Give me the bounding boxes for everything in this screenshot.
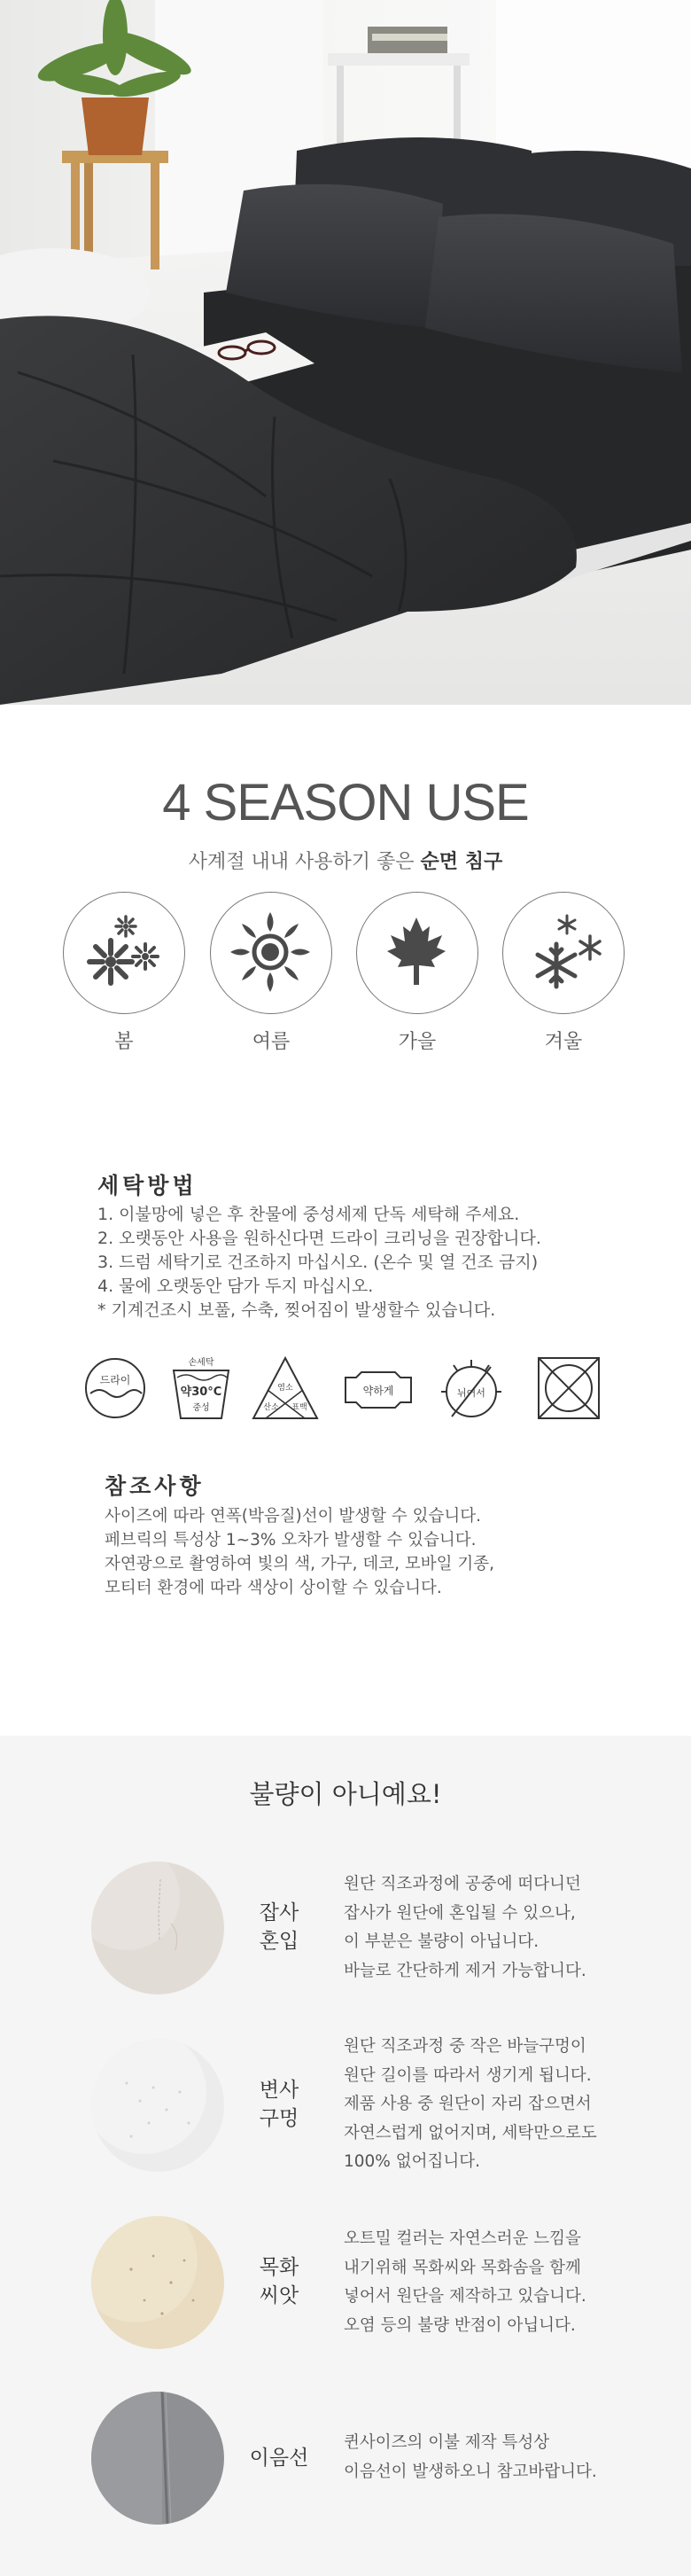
defect-desc-line: 이 부분은 불량이 아닙니다.	[344, 1932, 540, 1951]
season-title: 4 SEASON USE	[162, 774, 529, 831]
washing-line: 3. 드럼 세탁기로 건조하지 마십시오. (온수 및 열 건조 금지)	[97, 1253, 539, 1272]
dry-clean-icon	[82, 1354, 149, 1422]
defect-name-line: 혼입	[259, 1930, 299, 1953]
defect-desc-line: 바늘로 간단하게 제거 가능합니다.	[344, 1961, 586, 1980]
notes-line: 페브릭의 특성상 1~3% 오차가 발생할 수 있습니다.	[105, 1531, 477, 1550]
hero-photo	[0, 0, 691, 705]
defect-name-line: 목화	[259, 2256, 299, 2279]
bleach-chlorine: 염소	[277, 1384, 293, 1393]
hand-wash-icon	[170, 1354, 232, 1422]
seam-line-swatch	[91, 2392, 224, 2525]
no-tumble-dry-icon	[535, 1354, 602, 1422]
washing-line: * 기계건조시 보풀, 수축, 찢어짐이 발생할수 있습니다.	[97, 1300, 496, 1320]
hand-wash-detergent: 중성	[192, 1403, 210, 1413]
washing-line: 1. 이불망에 넣은 후 찬물에 중성세제 단독 세탁해 주세요.	[97, 1205, 520, 1224]
defect-name	[239, 2253, 319, 2310]
defect-description	[344, 2033, 597, 2177]
defect-desc-line: 원단 직조과정 중 작은 바늘구멍이	[344, 2037, 586, 2056]
defect-name	[239, 2076, 319, 2133]
defect-desc-line: 오염 등의 불량 반점이 아닙니다.	[344, 2315, 576, 2335]
hand-wash-label: 손세탁	[188, 1358, 214, 1368]
notes-line: 모티터 환경에 따라 색상이 상이할 수 있습니다.	[105, 1579, 442, 1597]
washing-line: 4. 물에 오랫동안 담가 두지 마십시오.	[97, 1276, 374, 1296]
season-subtitle-text: 사계절 내내 사용하기 좋은	[188, 851, 421, 873]
defect-desc-line: 퀸사이즈의 이불 제작 특성상	[344, 2433, 550, 2452]
season-summer	[210, 892, 332, 1014]
season-winter	[502, 892, 625, 1014]
defect-name-line: 잡사	[259, 1901, 299, 1924]
defect-desc-line: 오트밀 컬러는 자연스러운 느낌을	[344, 2229, 581, 2248]
bleach-oxygen: 산소	[263, 1403, 279, 1412]
bedding-product-image	[0, 0, 691, 705]
defect-name-line: 구멍	[259, 2107, 299, 2130]
bleach-label: 표백	[291, 1403, 307, 1412]
flowers-icon	[64, 893, 183, 1012]
bleach-icon	[250, 1354, 321, 1422]
defect-desc-line: 내기위해 목화씨와 목화솜을 함께	[344, 2258, 581, 2277]
defect-desc-line: 이음선이 발생하오니 참고바랍니다.	[344, 2462, 597, 2481]
notes-title: 참조사항	[105, 1473, 205, 1499]
notes-line: 자연광으로 촬영하여 빛의 색, 가구, 데코, 모바일 기종,	[105, 1555, 494, 1573]
defects-title: 불량이 아니예요!	[249, 1779, 442, 1809]
defect-name	[239, 1899, 319, 1955]
season-spring	[63, 892, 185, 1014]
season-label-autumn: 가을	[398, 1031, 437, 1053]
notes-line: 사이즈에 따라 연폭(박음질)선이 발생할 수 있습니다.	[105, 1507, 482, 1526]
season-subtitle-highlight: 순면 침구	[420, 851, 503, 873]
defect-description	[344, 2429, 597, 2486]
defect-desc-line: 자연스럽게 없어지며, 세탁만으로도	[344, 2123, 597, 2143]
defect-name	[239, 2444, 319, 2472]
hand-wash-temp: 약30°C	[180, 1386, 222, 1399]
stray-thread-swatch	[91, 1862, 224, 1994]
washing-line: 2. 오랫동안 사용을 원하신다면 드라이 크리닝을 권장합니다.	[97, 1229, 541, 1248]
iron-label: 약하게	[362, 1385, 394, 1397]
snowflake-icon	[503, 893, 623, 1012]
season-label-spring: 봄	[114, 1031, 134, 1053]
defect-desc-line: 원단 직조과정에 공중에 떠다니던	[344, 1875, 581, 1893]
defect-description	[344, 1870, 586, 1986]
iron-icon	[338, 1354, 418, 1422]
defect-desc-line: 넣어서 원단을 제작하고 있습니다.	[344, 2287, 586, 2306]
defect-name-line: 변사	[259, 2079, 299, 2102]
season-subtitle	[0, 847, 691, 874]
defect-desc-line: 원단 길이를 따라서 생기게 됩니다.	[344, 2065, 592, 2085]
defect-description	[344, 2225, 586, 2340]
defect-desc-line: 잡사가 원단에 혼입될 수 있으나,	[344, 1903, 576, 1923]
season-label-winter: 겨울	[544, 1031, 583, 1053]
defect-desc-line: 제품 사용 중 원단이 자리 잡으면서	[344, 2095, 592, 2113]
defect-name-line: 씨앗	[259, 2284, 299, 2307]
defect-name-line: 이음선	[249, 2447, 309, 2470]
sun-icon	[211, 893, 330, 1012]
defect-desc-line: 100% 없어집니다.	[344, 2152, 481, 2171]
season-autumn	[356, 892, 478, 1014]
maple-leaf-icon	[357, 893, 477, 1012]
no-wring-icon	[436, 1354, 507, 1422]
needle-hole-swatch	[91, 2039, 224, 2172]
season-label-summer: 여름	[252, 1031, 291, 1053]
no-wring-label: 뉘어서	[457, 1387, 485, 1399]
washing-title: 세탁방법	[97, 1173, 198, 1198]
cotton-seed-swatch	[91, 2216, 224, 2349]
dry-clean-label: 드라이	[99, 1374, 131, 1386]
